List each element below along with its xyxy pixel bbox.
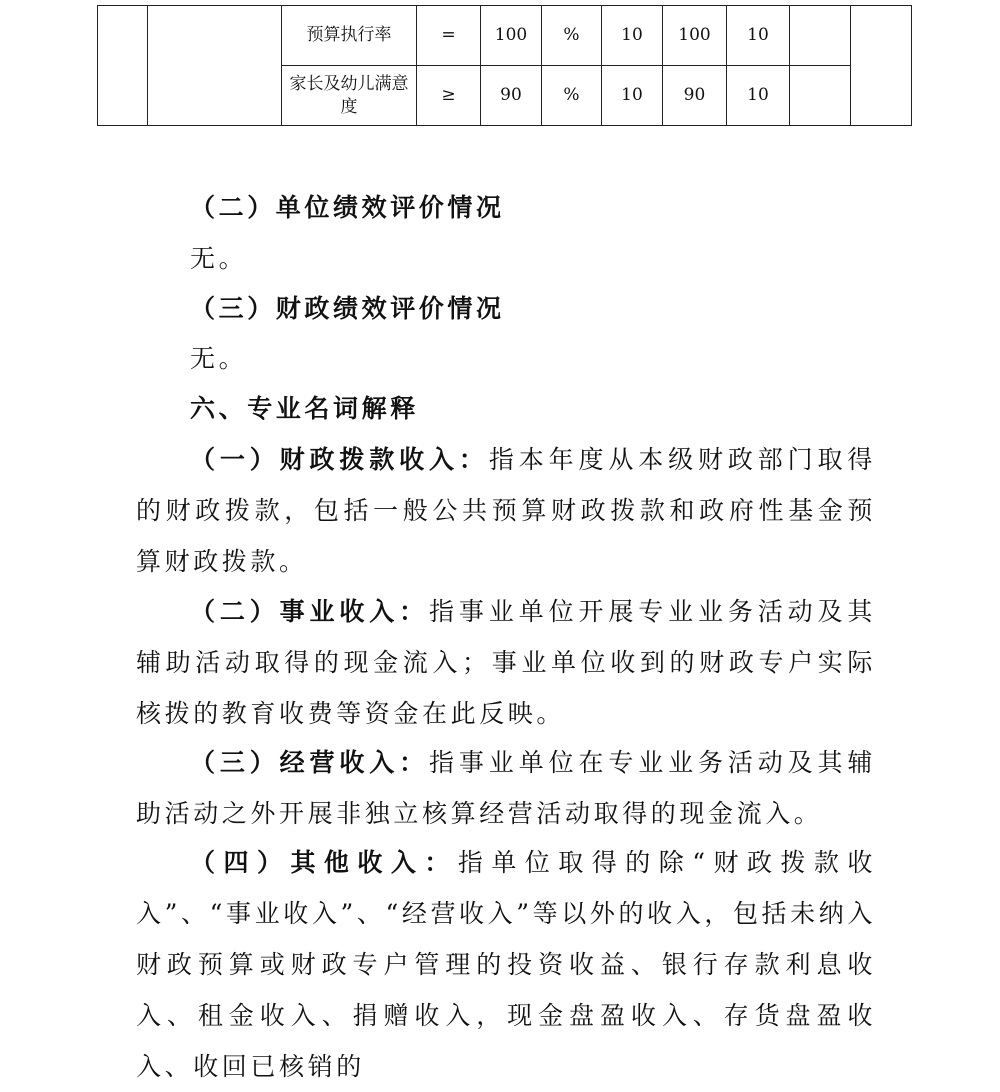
operator-cell: ≥	[417, 66, 481, 126]
section-body-finance-evaluation: 无。	[190, 344, 248, 373]
glossary-term-other-income	[136, 837, 876, 1092]
weight-cell: 10	[602, 66, 663, 126]
performance-table	[97, 5, 912, 126]
target-cell: 100	[481, 6, 542, 66]
term-label: （三）经营收入：	[190, 748, 430, 777]
table-cell-empty	[790, 6, 851, 66]
section-heading-finance-evaluation: （三）财政绩效评价情况	[190, 294, 505, 323]
section-heading-unit-evaluation: （二）单位绩效评价情况	[190, 193, 505, 222]
term-text: 指事业单位开展专业业务活动及其辅助活动取得的现金流入；事业单位收到的财政专户实际核拨的教育收费等资金在此反映。	[136, 597, 876, 728]
term-label: （四）其他收入：	[190, 848, 458, 877]
unit-cell: %	[542, 66, 602, 126]
unit-cell: %	[542, 6, 602, 66]
table-row	[98, 6, 912, 66]
section-body-unit-evaluation: 无。	[190, 244, 248, 273]
actual-cell: 90	[663, 66, 727, 126]
glossary-term-business-income	[136, 586, 876, 739]
score-cell: 10	[727, 66, 790, 126]
weight-cell: 10	[602, 6, 663, 66]
glossary-term-operating-income	[136, 737, 876, 839]
table-cell-empty	[98, 6, 148, 126]
term-text: 指单位取得的除“财政拨款收入”、“事业收入”、“经营收入”等以外的收入，包括未纳入财政预算或财政专户管理的投资收益、银行存款利息收入、租金收入、捐赠收入，现金盘盈收入、存货盘盈收入、收回已核销的	[136, 848, 876, 1081]
term-text: 指事业单位在专业业务活动及其辅助活动之外开展非独立核算经营活动取得的现金流入。	[136, 748, 876, 828]
target-cell: 90	[481, 66, 542, 126]
section-heading-glossary: 六、专业名词解释	[190, 394, 419, 423]
table-cell-empty	[790, 66, 851, 126]
glossary-term-fiscal-appropriation	[136, 434, 876, 587]
indicator-cell: 预算执行率	[282, 6, 417, 66]
table-cell-empty	[148, 6, 282, 126]
term-label: （二）事业收入：	[190, 597, 430, 626]
table-cell-empty	[851, 6, 912, 126]
indicator-cell: 家长及幼儿满意度	[282, 66, 417, 126]
term-text: 指本年度从本级财政部门取得的财政拨款，包括一般公共预算财政拨款和政府性基金预算财政拨款。	[136, 445, 876, 576]
score-cell: 10	[727, 6, 790, 66]
operator-cell: =	[417, 6, 481, 66]
term-label: （一）财政拨款收入：	[190, 445, 489, 474]
actual-cell: 100	[663, 6, 727, 66]
